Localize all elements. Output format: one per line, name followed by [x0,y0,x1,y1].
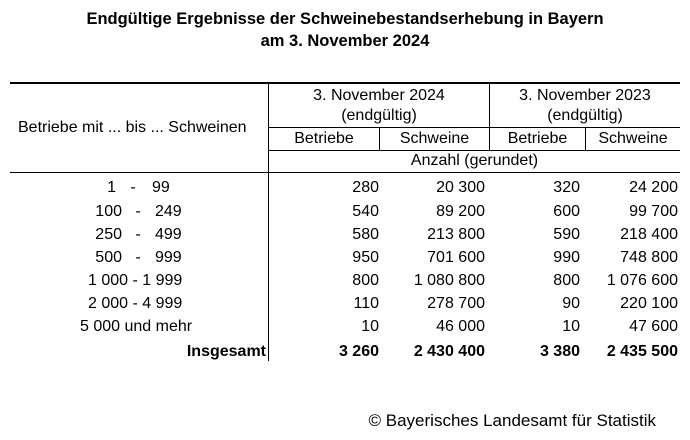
cell-schweine-2024: 278 700 [427,295,485,312]
cell-betriebe-2023: 600 [553,203,580,220]
cell-schweine-2023: 220 100 [620,295,678,312]
range-sep: - [135,203,141,220]
cell-schweine-2023: 47 600 [629,318,678,335]
col-header-betriebe-2024: Betriebe [294,130,354,147]
range-from: 250 [95,226,122,243]
range-to: 499 [155,226,182,243]
cell-betriebe-2024: 800 [352,272,379,289]
total-schweine-2024: 2 430 400 [413,343,485,360]
table-title [0,8,690,52]
range-sep: - [130,179,136,196]
cell-schweine-2024: 89 200 [436,203,485,220]
period-2023-header: 3. November 2023 [519,87,651,104]
cell-betriebe-2024: 10 [361,318,379,335]
header-bottom-rule [10,172,680,173]
cell-schweine-2024: 20 300 [436,179,485,196]
size-class-label: 1 000 - 1 999 [88,272,183,289]
period-2023-note: (endgültig) [547,107,623,124]
cell-schweine-2024: 46 000 [436,318,485,335]
range-to: 249 [155,203,182,220]
col-header-betriebe-2023: Betriebe [507,130,568,147]
period-2024-header: 3. November 2024 [313,87,445,104]
cell-schweine-2023: 218 400 [620,226,678,243]
col-header-schweine-2024: Schweine [399,130,470,147]
col-header-schweine-2023: Schweine [598,130,668,147]
cell-betriebe-2024: 110 [353,295,379,312]
title-line-1: Endgültige Ergebnisse der Schweinebestandserhebung in Bayern [86,10,604,28]
cell-betriebe-2023: 800 [553,272,580,289]
range-from: 500 [95,249,122,266]
range-sep: - [135,249,141,266]
cell-betriebe-2024: 950 [352,249,379,266]
cell-betriebe-2023: 10 [562,318,580,335]
total-betriebe-2023: 3 380 [539,343,580,360]
cell-schweine-2024: 213 800 [427,226,485,243]
range-from: 1 [107,179,116,196]
cell-betriebe-2024: 540 [352,203,379,220]
size-class-label: 2 000 - 4 999 [88,295,183,312]
top-rule [10,82,680,84]
range-from: 100 [95,203,122,220]
range-to: 99 [152,179,170,196]
range-sep: - [135,226,141,243]
range-to: 999 [155,249,182,266]
cell-betriebe-2024: 280 [352,179,379,196]
cell-betriebe-2023: 320 [553,179,580,196]
cell-schweine-2024: 701 600 [427,249,485,266]
size-class-label: 5 000 und mehr [80,318,193,335]
cell-betriebe-2023: 590 [553,226,580,243]
cell-betriebe-2024: 580 [352,226,379,243]
cell-schweine-2023: 99 700 [629,203,678,220]
period-rule [269,127,680,128]
cell-schweine-2023: 1 076 600 [606,272,678,289]
total-label: Insgesamt [186,343,266,360]
cell-betriebe-2023: 990 [553,249,580,266]
cell-schweine-2023: 748 800 [620,249,678,266]
total-betriebe-2024: 3 260 [338,343,379,360]
unit-header: Anzahl (gerundet) [410,152,539,169]
period-2024-note: (endgültig) [341,107,417,124]
title-line-2: am 3. November 2024 [260,32,430,50]
cell-schweine-2024: 1 080 800 [413,272,485,289]
total-schweine-2023: 2 435 500 [606,343,678,360]
cell-betriebe-2023: 90 [562,295,580,312]
cell-schweine-2023: 24 200 [629,179,678,196]
row-label-header: Betriebe mit ... bis ... Schweinen [18,119,247,136]
copyright-notice: © Bayerisches Landesamt für Statistik [368,411,656,430]
